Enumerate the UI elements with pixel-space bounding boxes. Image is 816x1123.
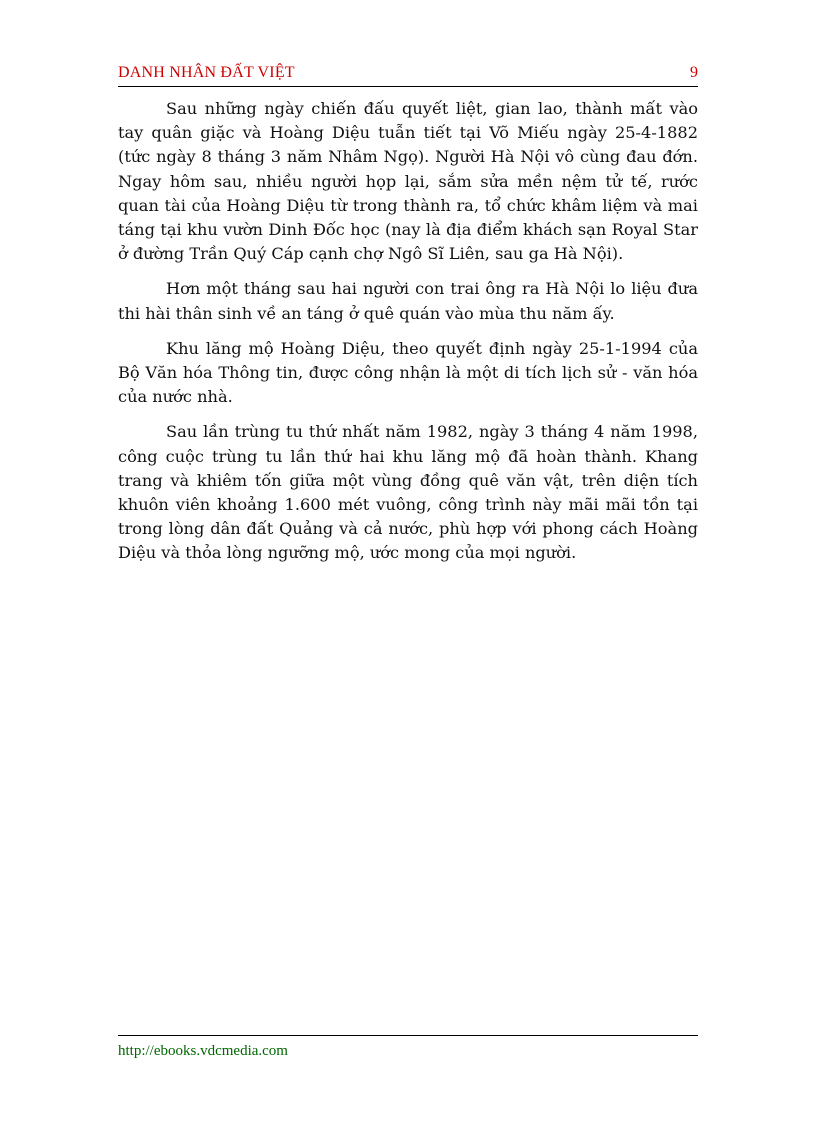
page-header [118,62,698,87]
body-text [118,97,698,577]
footer-url: http://ebooks.vdcmedia.com [118,1043,288,1059]
paragraph-3: Khu lăng mộ Hoàng Diệu, theo quyết định ngày 25-1-1994 của Bộ Văn hóa Thông tin, được công nhận là một di tích lịch sử - văn hóa của nước nhà. [118,338,698,407]
paragraph-2: Hơn một tháng sau hai người con trai ông ra Hà Nội lo liệu đưa thi hài thân sinh về an táng ở quê quán vào mùa thu năm ấy. [118,279,698,323]
book-title: DANH NHÂN ĐẤT VIỆT [118,64,295,81]
paragraph-4: Sau lần trùng tu thứ nhất năm 1982, ngày 3 tháng 4 năm 1998, công cuộc trùng tu lần thứ hai khu lăng mộ đã hoàn thành. Khang trang và khiêm tốn giữa một vùng đồng quê văn vật, trên diện tích khuôn viên khoảng 1.600 mét vuông, công trình này mãi mãi tồn tại trong lòng dân đất Quảng và cả nước, phù hợp với phong cách Hoàng Diệu và thỏa lòng ngưỡng mộ, ước mong của mọi người. [118,422,698,563]
page-number: 9 [690,64,698,81]
paragraph-1: Sau những ngày chiến đấu quyết liệt, gian lao, thành mất vào tay quân giặc và Hoàng Diệu tuẫn tiết tại Võ Miếu ngày 25-4-1882 (tức ngày 8 tháng 3 năm Nhâm Ngọ). Người Hà Nội vô cùng đau đớn. Ngay hôm sau, nhiều người họp lại, sắm sửa mền nệm tử tế, rước quan tài của Hoàng Diệu từ trong thành ra, tổ chức khâm liệm và mai táng tại khu vườn Dinh Đốc học (nay là địa điểm khách sạn Royal Star ở đường Trần Quý Cáp cạnh chợ Ngô Sĩ Liên, sau ga Hà Nội). [118,99,698,264]
footer-divider [118,1035,698,1036]
